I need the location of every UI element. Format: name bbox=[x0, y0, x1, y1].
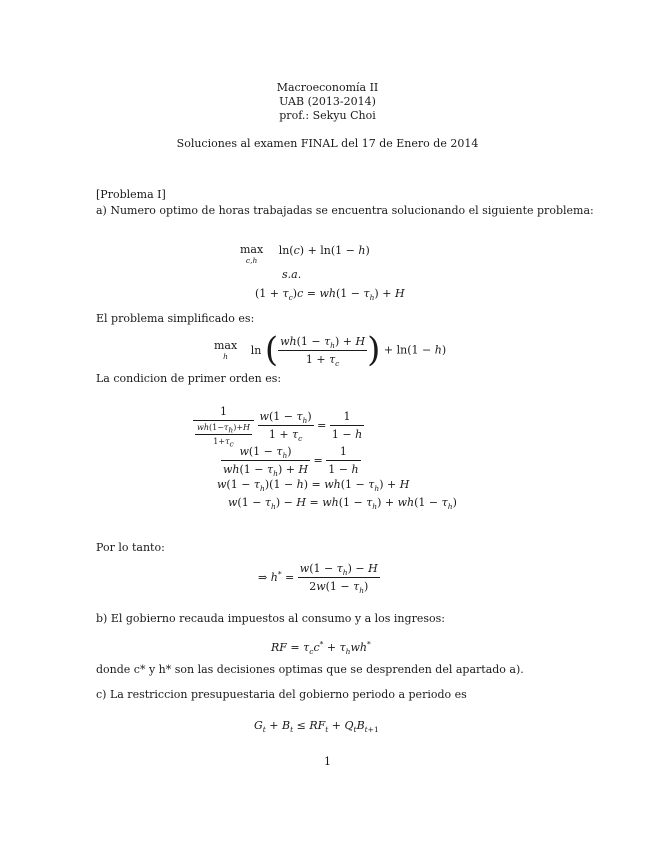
part-a-intro: a) Numero optimo de horas trabajadas se encuentra solucionando el siguiente problema: bbox=[96, 204, 594, 217]
part-b-intro: b) El gobierno recauda impuestos al consumo y a los ingresos: bbox=[96, 612, 445, 625]
foc-equation-4: $w(1 - \tau_h) - H = wh(1 - \tau_h) + wh(1 - \tau_h)$ bbox=[228, 496, 457, 512]
subject-to-label: s.a. bbox=[282, 268, 302, 281]
optimal-hours-equation: ⇒ h* = $\frac{w(1 - \tau_h) - H}{2w(1 - \tau_h)}$ bbox=[258, 562, 378, 596]
government-budget-equation: $G_t + B_t \le RF_t + Q_tB_{t+1}$ bbox=[254, 719, 379, 735]
problem-label: [Problema I] bbox=[96, 188, 166, 201]
part-c-intro: c) La restriccion presupuestaria del gobierno periodo a periodo es bbox=[96, 688, 467, 701]
therefore-text: Por lo tanto: bbox=[96, 541, 165, 554]
max-operator: max c,h bbox=[240, 243, 264, 265]
foc-equation-3: $w(1 - \tau_h)(1 - h) = wh(1 - \tau_h) + H$ bbox=[217, 478, 410, 494]
revenue-equation: RF = $\tau_cc^* + \tau_hwh^*$ bbox=[271, 639, 371, 657]
max-problem-objective: max c,h ln(c) + ln(1 − h) bbox=[240, 243, 370, 265]
university-line: UAB (2013-2014) bbox=[279, 95, 376, 108]
foc-equation-2: $\frac{w(1 - \tau_h)}{wh(1 - \tau_h) + H}$ = $\frac{1}{1 - h}$ bbox=[223, 445, 359, 479]
course-title: Macroeconomía II bbox=[276, 81, 379, 94]
professor-line: prof.: Sekyu Choi bbox=[279, 109, 376, 122]
simplified-text: El problema simplificado es: bbox=[96, 312, 255, 325]
exam-title: Soluciones al examen FINAL del 17 de Enero de 2014 bbox=[176, 137, 479, 150]
simplified-problem: max h ln ( $\frac{wh(1 - \tau_h) + H}{1 + \tau_c}$ ) + ln(1 − h) bbox=[214, 330, 447, 370]
part-b-note: donde c* y h* son las decisiones optimas que se desprenden del apartado a). bbox=[96, 663, 524, 676]
foc-equation-1: $\frac{1}{\frac{wh(1-\tau_h)+H}{1+\tau_c}}$ $\frac{w(1 - \tau_h)}{1 + \tau_c}$ = $\frac{1}{1 - h}$ bbox=[193, 405, 364, 446]
page-number: 1 bbox=[324, 755, 331, 768]
budget-constraint: $(1 + \tau_c)c = wh(1 - \tau_h) + H$ bbox=[255, 287, 405, 303]
foc-text: La condicion de primer orden es: bbox=[96, 372, 282, 385]
max-operator-h: max h bbox=[214, 338, 238, 361]
